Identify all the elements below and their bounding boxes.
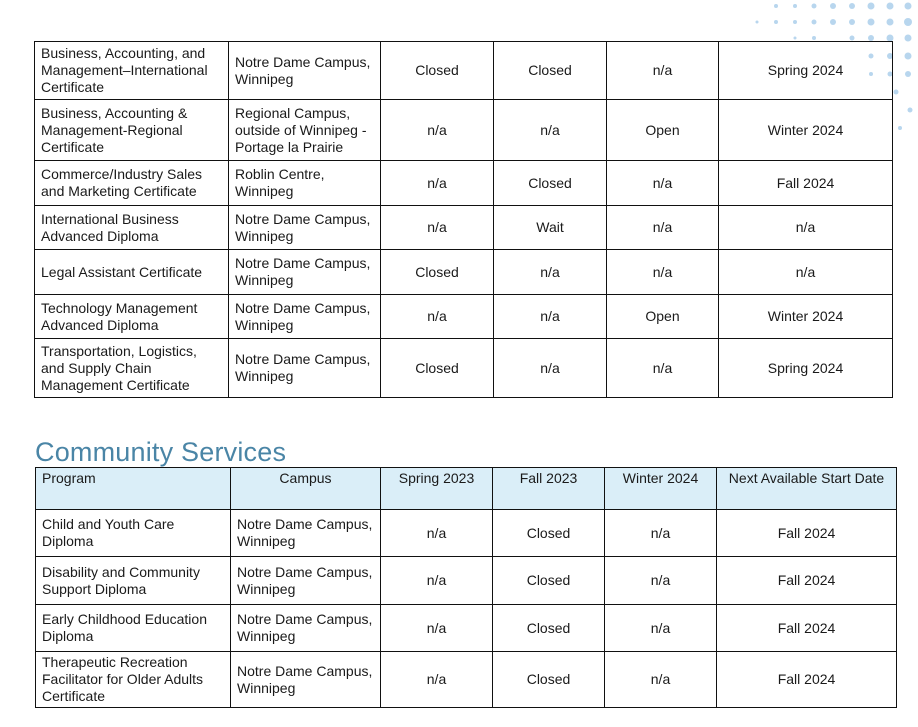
winter-2024-cell: n/a	[605, 605, 717, 652]
decorative-dot	[905, 3, 912, 10]
spring-2023-cell: n/a	[381, 161, 494, 206]
decorative-dot	[793, 4, 797, 8]
header-next-start: Next Available Start Date	[717, 468, 897, 510]
decorative-dot	[868, 19, 875, 26]
spring-2023-cell: n/a	[381, 100, 494, 161]
campus-cell: Regional Campus, outside of Winnipeg - Portage la Prairie	[229, 100, 381, 161]
fall-2023-cell: Closed	[493, 510, 605, 557]
decorative-dot	[908, 108, 913, 113]
table-row	[35, 42, 893, 100]
program-cell: Technology Management Advanced Diploma	[35, 295, 229, 339]
table-row	[35, 161, 893, 206]
business-programs-table	[34, 41, 893, 398]
program-cell: Child and Youth Care Diploma	[36, 510, 231, 557]
spring-2023-cell: Closed	[381, 339, 494, 398]
table-row	[35, 295, 893, 339]
next-start-cell: Fall 2024	[717, 557, 897, 605]
table-row	[36, 557, 897, 605]
spring-2023-cell: n/a	[381, 557, 493, 605]
fall-2023-cell: Closed	[493, 652, 605, 708]
decorative-dot	[894, 90, 899, 95]
fall-2023-cell: Closed	[493, 605, 605, 652]
fall-2023-cell: Closed	[494, 161, 607, 206]
section-title: Community Services	[35, 437, 287, 467]
header-campus: Campus	[231, 468, 381, 510]
header-winter-2024: Winter 2024	[605, 468, 717, 510]
spring-2023-cell: Closed	[381, 250, 494, 295]
program-cell: International Business Advanced Diploma	[35, 206, 229, 250]
decorative-dot	[793, 20, 797, 24]
next-start-cell: Spring 2024	[719, 339, 893, 398]
table-row	[35, 339, 893, 398]
decorative-dot	[905, 71, 911, 77]
program-cell: Business, Accounting & Management-Regional Certificate	[35, 100, 229, 161]
decorative-dot	[774, 20, 778, 24]
table-row	[36, 510, 897, 557]
winter-2024-cell: n/a	[607, 250, 719, 295]
winter-2024-cell: Open	[607, 100, 719, 161]
spring-2023-cell: n/a	[381, 605, 493, 652]
next-start-cell: n/a	[719, 206, 893, 250]
decorative-dot	[887, 19, 894, 26]
fall-2023-cell: n/a	[494, 295, 607, 339]
header-fall-2023: Fall 2023	[493, 468, 605, 510]
fall-2023-cell: n/a	[494, 250, 607, 295]
spring-2023-cell: n/a	[381, 295, 494, 339]
next-start-cell: Fall 2024	[717, 652, 897, 708]
campus-cell: Notre Dame Campus, Winnipeg	[231, 510, 381, 557]
winter-2024-cell: n/a	[607, 161, 719, 206]
campus-cell: Notre Dame Campus, Winnipeg	[231, 557, 381, 605]
fall-2023-cell: n/a	[494, 100, 607, 161]
next-start-cell: Spring 2024	[719, 42, 893, 100]
decorative-dot	[904, 18, 912, 26]
program-cell: Transportation, Logistics, and Supply Chain Management Certificate	[35, 339, 229, 398]
fall-2023-cell: Wait	[494, 206, 607, 250]
table-row	[35, 100, 893, 161]
table-row	[36, 652, 897, 708]
fall-2023-cell: Closed	[493, 557, 605, 605]
decorative-dot	[898, 126, 902, 130]
table-row	[36, 605, 897, 652]
winter-2024-cell: n/a	[605, 510, 717, 557]
next-start-cell: Fall 2024	[717, 510, 897, 557]
winter-2024-cell: Open	[607, 295, 719, 339]
program-cell: Business, Accounting, and Management–International Certificate	[35, 42, 229, 100]
decorative-dot	[830, 19, 836, 25]
decorative-dot	[905, 35, 912, 42]
fall-2023-cell: n/a	[494, 339, 607, 398]
table-row	[35, 206, 893, 250]
spring-2023-cell: n/a	[381, 510, 493, 557]
decorative-dot	[887, 3, 894, 10]
fall-2023-cell: Closed	[494, 42, 607, 100]
decorative-dot	[868, 3, 875, 10]
header-spring-2023: Spring 2023	[381, 468, 493, 510]
program-cell: Therapeutic Recreation Facilitator for Older Adults Certificate	[36, 652, 231, 708]
next-start-cell: Winter 2024	[719, 295, 893, 339]
winter-2024-cell: n/a	[605, 652, 717, 708]
decorative-dot	[849, 3, 855, 9]
campus-cell: Roblin Centre, Winnipeg	[229, 161, 381, 206]
program-cell: Legal Assistant Certificate	[35, 250, 229, 295]
winter-2024-cell: n/a	[607, 42, 719, 100]
campus-cell: Notre Dame Campus, Winnipeg	[229, 250, 381, 295]
decorative-dot	[812, 36, 816, 40]
decorative-dot	[850, 36, 855, 41]
decorative-dot	[774, 4, 778, 8]
winter-2024-cell: n/a	[607, 339, 719, 398]
next-start-cell: Fall 2024	[717, 605, 897, 652]
campus-cell: Notre Dame Campus, Winnipeg	[229, 206, 381, 250]
spring-2023-cell: n/a	[381, 206, 494, 250]
winter-2024-cell: n/a	[605, 557, 717, 605]
decorative-dot	[849, 19, 855, 25]
decorative-dot	[812, 20, 817, 25]
decorative-dot	[794, 37, 797, 40]
winter-2024-cell: n/a	[607, 206, 719, 250]
table-row	[35, 250, 893, 295]
next-start-cell: n/a	[719, 250, 893, 295]
decorative-dot	[756, 21, 759, 24]
header-row	[36, 468, 897, 510]
spring-2023-cell: n/a	[381, 652, 493, 708]
community-services-table	[35, 467, 897, 708]
program-cell: Early Childhood Education Diploma	[36, 605, 231, 652]
next-start-cell: Winter 2024	[719, 100, 893, 161]
decorative-dot	[812, 4, 817, 9]
next-start-cell: Fall 2024	[719, 161, 893, 206]
campus-cell: Notre Dame Campus, Winnipeg	[229, 42, 381, 100]
program-cell: Disability and Community Support Diploma	[36, 557, 231, 605]
spring-2023-cell: Closed	[381, 42, 494, 100]
campus-cell: Notre Dame Campus, Winnipeg	[229, 339, 381, 398]
campus-cell: Notre Dame Campus, Winnipeg	[229, 295, 381, 339]
decorative-dot	[830, 3, 836, 9]
campus-cell: Notre Dame Campus, Winnipeg	[231, 605, 381, 652]
campus-cell: Notre Dame Campus, Winnipeg	[231, 652, 381, 708]
decorative-dot	[905, 53, 912, 60]
program-cell: Commerce/Industry Sales and Marketing Certificate	[35, 161, 229, 206]
header-program: Program	[36, 468, 231, 510]
